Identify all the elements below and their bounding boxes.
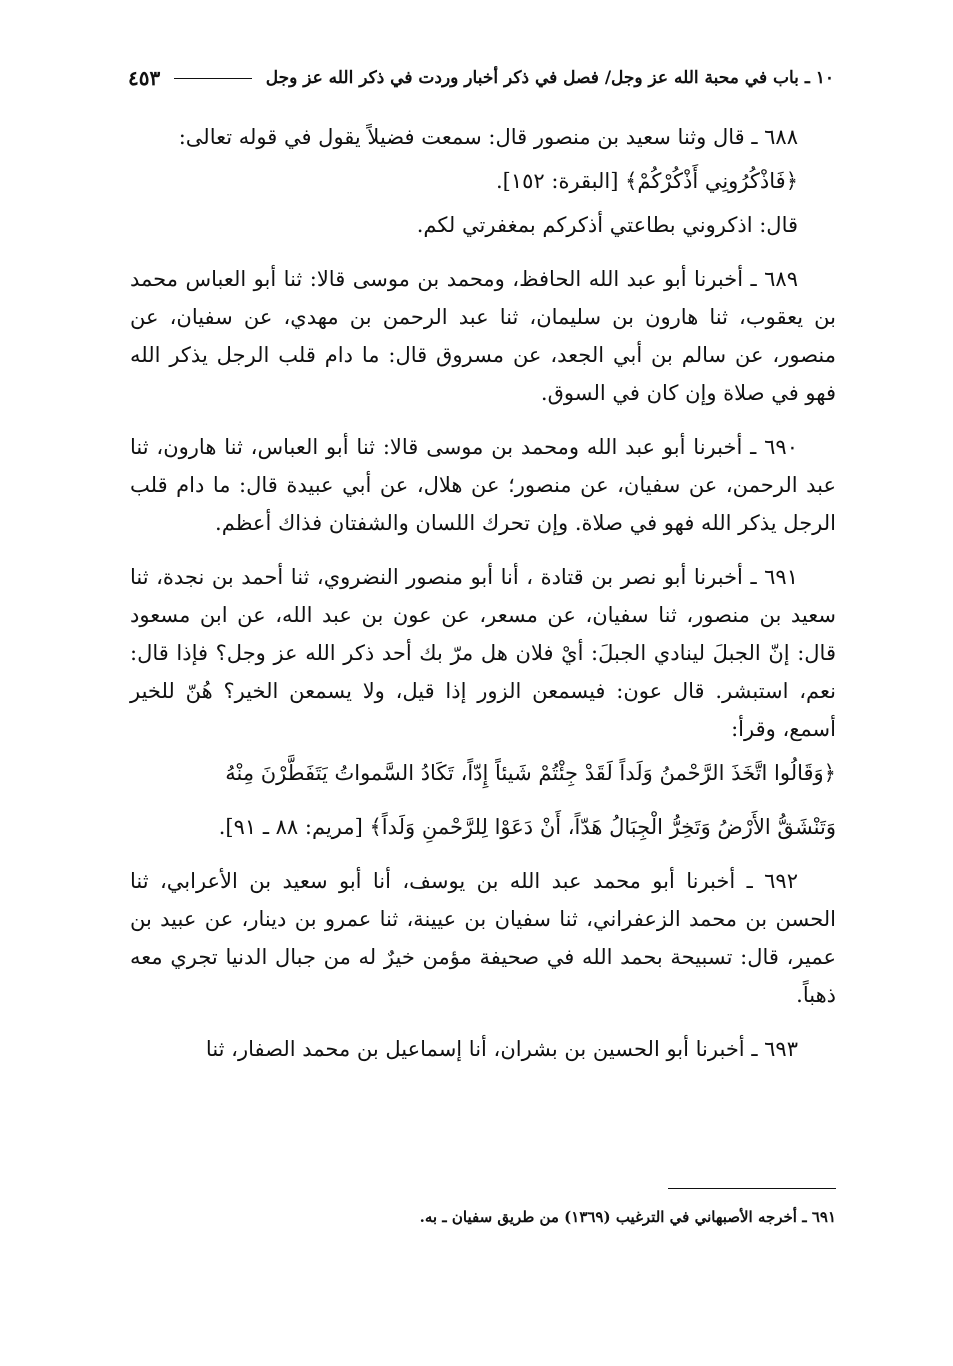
quran-verse-baqara: ﴿فَاذْكُرُونِي أَذْكُرْكُمْ﴾ [البقرة: ١٥٢]. — [495, 169, 798, 193]
quran-verse-maryam — [130, 754, 836, 846]
page-number: ٤٥٣ — [128, 66, 161, 90]
paragraph-690: ٦٩٠ ـ أخبرنا أبو عبد الله ومحمد بن موسى قالا: ثنا أبو العباس، ثنا هارون، ثنا عبد الرحمن، عن سفيان، عن منصور؛ عن هلال، عن أبي عبيدة قال: ما دام قلب الرجل يذكر الله فهو في صلاة. وإن تحرك اللسان والشفتان فذاك أعظم. — [130, 435, 836, 535]
verse-line: وَتَنْشَقُّ الأَرْضُ وَتَخِرُّ الْجِبَالُ هَدّاً، أَنْ دَعَوْا لِلرَّحْمنِ وَلَداً﴾ [مريم: ٨٨ ـ ٩١]. — [218, 815, 836, 839]
paragraph-691: ٦٩١ ـ أخبرنا أبو نصر بن قتادة ، أنا أبو منصور النضروي، ثنا أحمد بن نجدة، ثنا سعيد بن منصور، ثنا سفيان، عن مسعر، عن عون بن عبد الله، عن ابن مسعود قال: إنّ الجبلَ لينادي الجبلَ: أيْ فلان هل مرّ بك أحد ذكر الله عز وجل؟ فإذا قال: نعم، استبشر. قال عون: فيسمعن الزور إذا قيل، ولا يسمعن الخير؟ هُنّ للخير أسمع، وقرأ: — [130, 565, 836, 741]
verse-line: ﴿وَقَالُوا اتَّخَذَ الرَّحْمنُ وَلَداً لَقَدْ جِئْتُمْ شَيئاً إِدّاً، تَكَادُ السَّمواتُ يَتَفَطَّرْنَ مِنْهُ — [225, 761, 836, 785]
paragraph-693: ٦٩٣ ـ أخبرنا أبو الحسين بن بشران، أنا إسماعيل بن محمد الصفار، ثنا — [205, 1037, 798, 1061]
chapter-title: ١٠ ـ باب في محبة الله عز وجل/ فصل في ذكر أخبار وردت في ذكر الله عز وجل — [265, 68, 834, 88]
paragraph-688: ٦٨٨ ـ قال وثنا سعيد بن منصور قال: سمعت فضيلاً يقول في قوله تعالى: — [178, 125, 798, 149]
header-divider — [174, 78, 251, 79]
running-header — [128, 62, 834, 94]
paragraph-692: ٦٩٢ ـ أخبرنا أبو محمد عبد الله بن يوسف، أنا أبو سعيد بن الأعرابي، ثنا الحسن بن محمد الزعفراني، ثنا سفيان بن عيينة، ثنا عمرو بن دينار، عن عبيد بن عمير، قال: تسبيحة بحمد الله في صحيفة مؤمن خيرٌ له من جبال الدنيا تجري معه ذهباً. — [130, 869, 836, 1007]
paragraph-689: ٦٨٩ ـ أخبرنا أبو عبد الله الحافظ، ومحمد بن موسى قالا: ثنا أبو العباس محمد بن يعقوب، ثنا هارون بن سليمان، ثنا عبد الرحمن بن مهدي، عن سفيان، عن منصور، عن سالم بن أبي الجعد، عن مسروق قال: ما دام قلب الرجل يذكر الله فهو في صلاة وإن كان في السوق. — [130, 267, 836, 405]
footnote: ٦٩١ ـ أخرجه الأصبهاني في الترغيب (١٣٦٩) من طريق سفيان ـ به. — [419, 1208, 836, 1226]
main-text — [130, 118, 836, 1084]
footnote-divider — [668, 1188, 836, 1189]
paragraph-688-explanation: قال: اذكروني بطاعتي أذكركم بمغفرتي لكم. — [416, 213, 798, 237]
